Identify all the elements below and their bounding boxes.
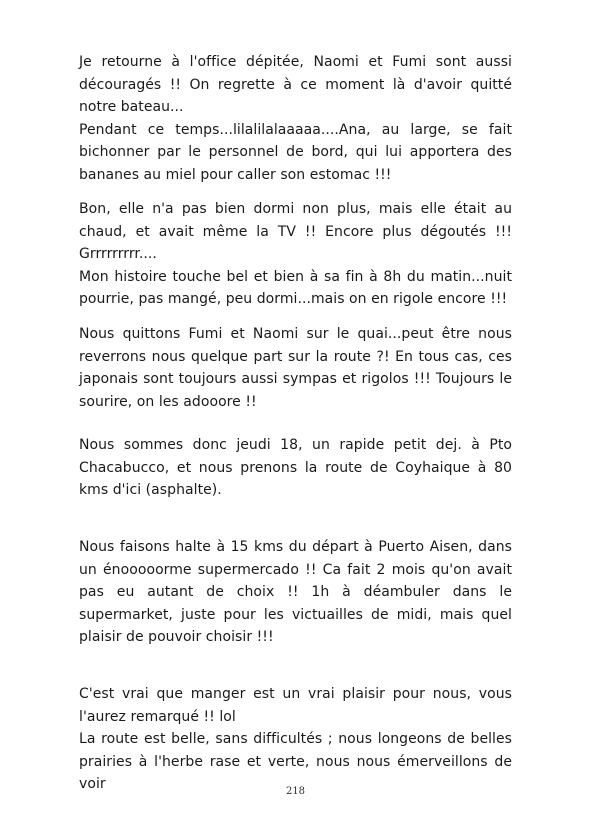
text-line: Mon histoire touche bel et bien à sa fin à 8h du matin...nuit pourrie, pas mangé, peu dormi...mais on en rigole encore !!! [79, 268, 512, 307]
paragraph-ana [79, 198, 512, 311]
paragraph-office [79, 51, 512, 186]
text-line: Pendant ce temps...lilalilalaaaaa....Ana, au large, se fait bichonner par le personnel de bord, qui lui apportera des bananes au miel pour caller son estomac !!! [79, 121, 512, 183]
text-line: Bon, elle n'a pas bien dormi non plus, mais elle était au chaud, et avait même la TV !! Encore plus dégoutés !!! Grrrrrrrrr.... [79, 201, 512, 262]
page-number: 218 [285, 786, 306, 797]
text-line: La route est belle, sans difficultés ; nous longeons de belles prairies à l'herbe rase et verte, nous nous émerveillons de voir [79, 731, 512, 792]
paragraph-jeudi [79, 434, 512, 502]
text-line: Je retourne à l'office dépitée, Naomi et Fumi sont aussi découragés !! On regrette à ce moment là d'avoir quitté notre bateau... [79, 54, 512, 115]
paragraph-fumi-naomi [79, 323, 512, 413]
paragraph-supermercado [79, 536, 512, 649]
text-line: C'est vrai que manger est un vrai plaisir pour nous, vous l'aurez remarqué !! lol [79, 686, 512, 725]
text-line: Nous sommes donc jeudi 18, un rapide petit dej. à Pto Chacabucco, et nous prenons la route de Coyhaique à 80 kms d'ici (asphalte). [79, 437, 512, 498]
text-line: Nous quittons Fumi et Naomi sur le quai...peut être nous reverrons nous quelque part sur la route ?! En tous cas, ces japonais sont toujours aussi sympas et rigolos !!! Toujours le sourire, on les adooore !! [79, 326, 512, 410]
text-line: Nous faisons halte à 15 kms du départ à Puerto Aisen, dans un énooooorme supermercado !! Ca fait 2 mois qu'on avait pas eu autant de choix !! 1h à déambuler dans le supermarket, juste pour les victuailles de midi, mais quel plaisir de pouvoir choisir !!! [79, 539, 512, 645]
paragraph-route [79, 683, 512, 796]
